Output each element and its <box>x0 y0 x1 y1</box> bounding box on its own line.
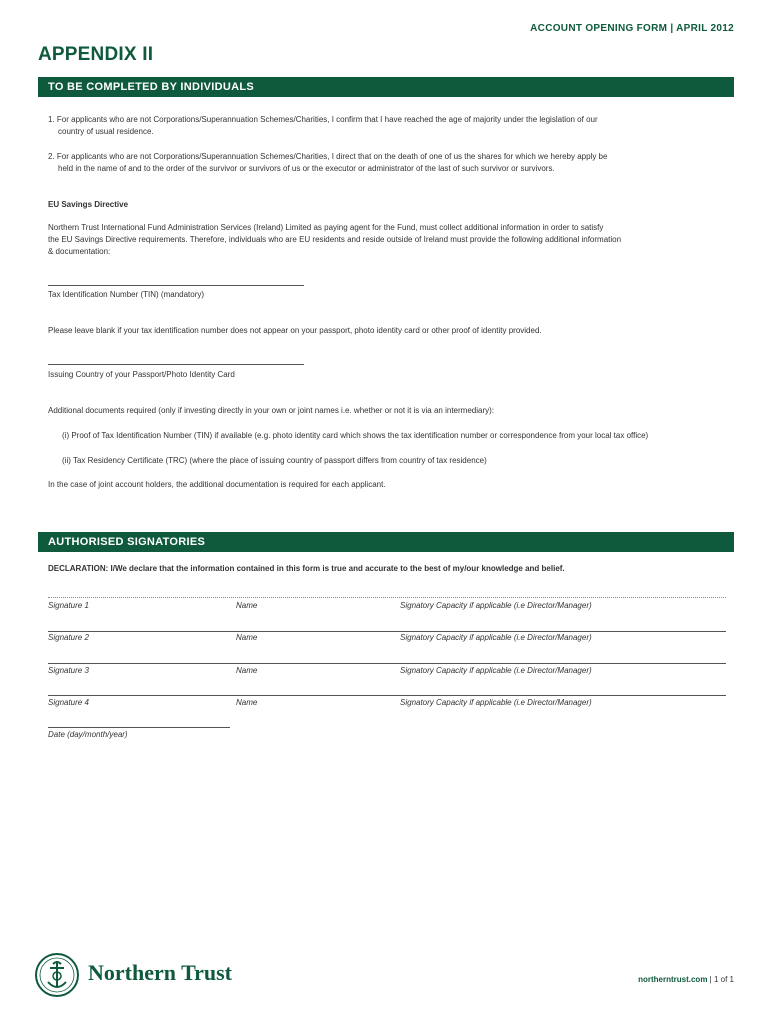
signature-4-label: Signature 4 <box>48 698 89 707</box>
footer <box>638 975 734 984</box>
capacity-3-label: Signatory Capacity if applicable (i.e Director/Manager) <box>400 666 592 675</box>
eu-savings-heading: EU Savings Directive <box>48 200 129 209</box>
signature-3-label: Signature 3 <box>48 666 89 675</box>
signature-1-label: Signature 1 <box>48 601 89 610</box>
tin-label: Tax Identification Number (TIN) (mandatory) <box>48 290 205 299</box>
name-1-label: Name <box>236 601 258 610</box>
eu-paragraph-line2: the EU Savings Directive requirements. Therefore, individuals who are EU residents and reside outside of Ireland must provide the following additional information <box>48 235 622 244</box>
eu-paragraph-line1: Northern Trust International Fund Administration Services (Ireland) Limited as paying agent for the Fund, must collect additional information in order to satisfy <box>48 223 604 232</box>
item1-line2: country of usual residence. <box>58 127 154 136</box>
brand-name: Northern Trust <box>88 960 233 985</box>
joint-holders-note: In the case of joint account holders, the additional documentation is required for each applicant. <box>48 480 386 489</box>
footer-page-number: | 1 of 1 <box>709 975 734 984</box>
document-item-ii: (ii) Tax Residency Certificate (TRC) (where the place of issuing country of passport differs from country of tax residence) <box>62 456 487 465</box>
signature-row-4-line[interactable] <box>48 695 726 696</box>
item2-line1: 2. For applicants who are not Corporations/Superannuation Schemes/Charities, I direct that on the death of one of us the shares for which we hereby apply be <box>48 152 608 161</box>
date-label: Date (day/month/year) <box>48 730 128 739</box>
tin-note: Please leave blank if your tax identification number does not appear on your passport, photo identity card or other proof of identity provided. <box>48 326 542 335</box>
capacity-1-label: Signatory Capacity if applicable (i.e Director/Manager) <box>400 601 592 610</box>
capacity-2-label: Signatory Capacity if applicable (i.e Director/Manager) <box>400 633 592 642</box>
declaration-text: DECLARATION: I/We declare that the information contained in this form is true and accurate to the best of my/our knowledge and belief. <box>48 564 565 573</box>
page-title: APPENDIX II <box>38 44 154 65</box>
item1-line1: 1. For applicants who are not Corporations/Superannuation Schemes/Charities, I confirm that I have reached the age of majority under the legislation of our <box>48 115 598 124</box>
document-item-i: (i) Proof of Tax Identification Number (TIN) if available (e.g. photo identity card which shows the tax identification number or correspondence from your local tax office) <box>62 431 649 440</box>
tin-input-line[interactable] <box>48 285 304 286</box>
signature-row-3-line[interactable] <box>48 663 726 664</box>
documents-intro: Additional documents required (only if investing directly in your own or joint names i.e. whether or not it is via an intermediary): <box>48 406 494 415</box>
country-label: Issuing Country of your Passport/Photo Identity Card <box>48 370 235 379</box>
name-4-label: Name <box>236 698 258 707</box>
date-input-line[interactable] <box>48 727 230 728</box>
footer-website-link[interactable]: northerntrust.com <box>638 975 708 984</box>
northern-trust-logo-icon <box>34 952 80 998</box>
form-header-title: ACCOUNT OPENING FORM | APRIL 2012 <box>530 23 734 34</box>
eu-paragraph-line3: & documentation: <box>48 247 111 256</box>
country-input-line[interactable] <box>48 364 304 365</box>
section-bar-signatories: AUTHORISED SIGNATORIES <box>38 532 734 552</box>
signature-row-2-line[interactable] <box>48 631 726 632</box>
capacity-4-label: Signatory Capacity if applicable (i.e Director/Manager) <box>400 698 592 707</box>
section-bar-individuals: TO BE COMPLETED BY INDIVIDUALS <box>38 77 734 97</box>
signature-2-label: Signature 2 <box>48 633 89 642</box>
name-3-label: Name <box>236 666 258 675</box>
signature-row-1-line[interactable] <box>48 597 726 598</box>
name-2-label: Name <box>236 633 258 642</box>
item2-line2: held in the name of and to the order of the survivor or survivors of us or the executor or administrator of the last of such survivor or survivors. <box>58 164 555 173</box>
